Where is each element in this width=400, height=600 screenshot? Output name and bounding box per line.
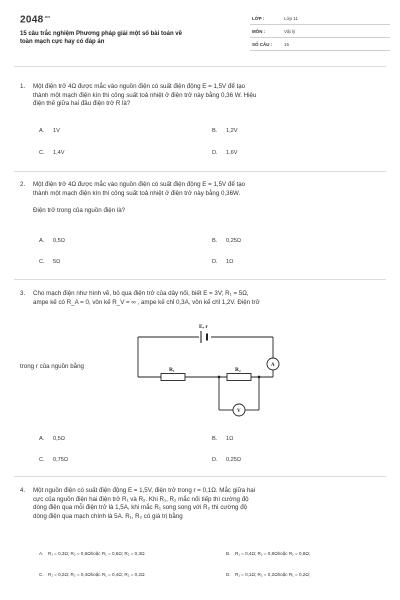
question-line: cực của nguồn điện hai điện trở R₁ và R₂. Khi R₁, R₂ mắc nối tiếp thì cường độ xyxy=(33,495,249,503)
circuit-diagram xyxy=(133,322,283,420)
option-text: 1,2V xyxy=(226,128,238,134)
resistor-r1 xyxy=(161,374,185,381)
question-line: Một nguồn điện có suất điện động E = 1,5V, điện trở trong r = 0,1Ω. Mắc giữa hai xyxy=(33,487,256,494)
option-letter: D. xyxy=(212,150,218,156)
meta-value: 15 xyxy=(284,42,290,47)
option-a[interactable] xyxy=(39,238,65,244)
option-text: 1,4V xyxy=(53,150,65,156)
option-b[interactable] xyxy=(212,238,241,244)
divider xyxy=(14,476,386,477)
option-letter: D. xyxy=(226,572,231,577)
option-letter: D. xyxy=(212,259,218,265)
option-letter: B. xyxy=(212,128,218,134)
r2-label: R₂ xyxy=(235,367,241,373)
document-title-line-1: 15 câu trắc nghiệm Phương pháp giải một số bài toán về xyxy=(20,31,182,37)
document-title xyxy=(20,30,230,46)
option-letter: C. xyxy=(39,259,45,265)
option-letter: B. xyxy=(226,551,231,556)
option-letter: D. xyxy=(212,457,218,463)
page-header xyxy=(0,0,400,62)
option-b[interactable] xyxy=(212,128,238,134)
divider xyxy=(14,66,386,67)
meta-label: LỚP : xyxy=(252,16,265,21)
question-text xyxy=(33,290,387,307)
option-d[interactable] xyxy=(212,259,233,265)
question-number: 3. xyxy=(20,290,26,297)
question-number: 2. xyxy=(20,181,26,188)
option-text: 1Ω xyxy=(226,259,234,265)
document-title-line-2: toàn mạch cực hay có đáp án xyxy=(20,39,105,45)
meta-label: MÔN : xyxy=(252,29,266,34)
option-letter: C. xyxy=(39,150,45,156)
question-line: thành một mạch điện kín thì công suất toả nhiệt ở điện trở này bằng 0,36 W. Hiệu xyxy=(33,91,257,99)
source-label: E, r xyxy=(199,324,208,330)
question-text xyxy=(33,181,387,215)
question-line: Điện trở trong của nguồn điện là? xyxy=(33,206,126,214)
option-a[interactable] xyxy=(39,551,145,556)
option-a[interactable] xyxy=(39,436,65,442)
document-meta xyxy=(250,12,390,51)
option-text: 1Ω xyxy=(226,436,234,442)
question-line: dòng điện qua mỗi điện trở là 1,5A, khi mắc R₁ song song với R₂ thì cường độ xyxy=(33,504,248,511)
site-logo[interactable] xyxy=(20,14,50,25)
option-d[interactable] xyxy=(212,150,238,156)
meta-label: SỐ CÂU : xyxy=(252,42,273,47)
r1-label: R₁ xyxy=(169,367,175,373)
option-b[interactable] xyxy=(212,436,233,442)
junction-dot xyxy=(218,376,221,379)
question-text xyxy=(33,83,387,109)
divider xyxy=(14,171,386,172)
option-text: R₁ = 0,4Ω; R₂ = 0,8Ωhoặc R₁ = 0,8Ω; xyxy=(235,551,311,556)
voltmeter-label: V xyxy=(237,409,241,414)
option-c[interactable] xyxy=(39,457,68,463)
option-letter: A. xyxy=(39,551,44,556)
option-text: 0,25Ω xyxy=(226,457,242,463)
resistor-r2 xyxy=(227,374,251,381)
option-text: R₁ = 0,1Ω; R₂ = 0,2Ωhoặc R₁ = 0,2Ω; xyxy=(235,572,311,577)
option-letter: B. xyxy=(212,436,218,442)
junction-dot xyxy=(258,376,261,379)
question-line: Cho mạch điện như hình vẽ, bỏ qua điện trở của dây nối, biết E = 3V; R₁ = 5Ω, xyxy=(33,290,249,297)
option-b[interactable] xyxy=(226,551,310,556)
option-a[interactable] xyxy=(39,128,60,134)
option-text: 5Ω xyxy=(53,259,61,265)
question-text xyxy=(33,487,387,521)
question-line: Một điện trở 4Ω được mắc vào nguồn điện có suất điện động E = 1,5V để tạo xyxy=(33,83,246,90)
question-line: trong r của nguồn bằng xyxy=(20,363,84,370)
meta-row-count xyxy=(250,38,390,51)
question-line: điện thế giữa hai đầu điện trở R là? xyxy=(33,100,131,107)
option-text: 1V xyxy=(53,128,60,134)
option-text: R₁ = 0,3Ω; R₂ = 0,6Ωhoặc R₁ = 0,6Ω; R₂ = 0,3Ω xyxy=(48,551,145,556)
option-letter: B. xyxy=(212,238,218,244)
question-number: 4. xyxy=(20,487,26,494)
question-line: Một điện trở 4Ω được mắc vào nguồn điện có suất điện động E = 1,5V để tạo xyxy=(33,181,246,188)
option-letter: A. xyxy=(39,436,45,442)
question-line xyxy=(33,198,387,207)
question-line: dòng điện qua mạch chính là 5A. R₁, R₂ có giá trị bằng xyxy=(33,512,183,520)
logo-text: 2048 xyxy=(20,14,44,26)
question-line: thành một mạch điện kín thì công suất toả nhiệt ở điện trở này bằng 0,36W. xyxy=(33,189,241,197)
ammeter-label: A xyxy=(271,363,275,368)
option-text: 0,5Ω xyxy=(53,436,65,442)
option-text: 0,25Ω xyxy=(226,238,242,244)
meta-row-class xyxy=(250,12,390,25)
meta-row-subject xyxy=(250,25,390,38)
option-c[interactable] xyxy=(39,259,60,265)
option-letter: C. xyxy=(39,457,45,463)
divider xyxy=(14,279,386,280)
question-line: ampe kế có R_A = 0, vôn kế R_V = ∞ , ampe kế chỉ 0,3A, vôn kế chỉ 1,2V. Điện trở xyxy=(33,298,260,306)
meta-value: Vật lý xyxy=(284,29,296,34)
option-c[interactable] xyxy=(39,572,145,577)
option-text: 0,5Ω xyxy=(53,238,65,244)
option-letter: C. xyxy=(39,572,44,577)
option-c[interactable] xyxy=(39,150,65,156)
option-text: R₁ = 0,2Ω; R₂ = 0,4Ωhoặc R₁ = 0,4Ω; R₂ = 0,2Ω xyxy=(48,572,145,577)
option-text: 1,6V xyxy=(226,150,238,156)
option-letter: A. xyxy=(39,128,45,134)
meta-value: Lớp 11 xyxy=(284,16,298,21)
question-number: 1. xyxy=(20,83,26,90)
logo-suffix: .vn xyxy=(43,14,51,19)
option-text: 0,75Ω xyxy=(53,457,69,463)
option-d[interactable] xyxy=(212,457,241,463)
option-letter: A. xyxy=(39,238,45,244)
option-d[interactable] xyxy=(226,572,310,577)
